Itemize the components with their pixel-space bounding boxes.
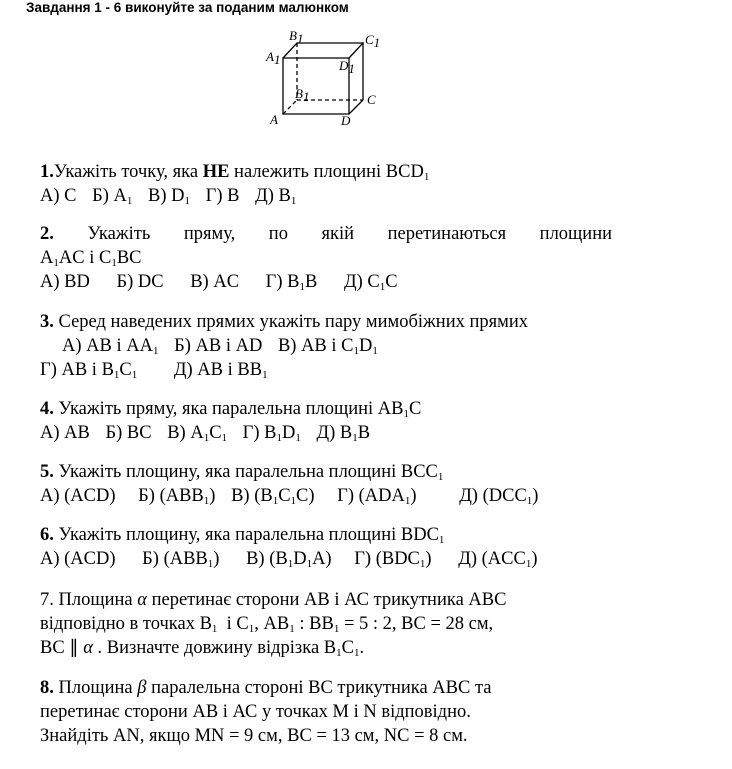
answer-2e[interactable]: Д) $C_1C$ [343, 272, 398, 293]
answer-2d[interactable]: Г) $B_1B$ [265, 272, 318, 293]
question-6-text: 6. Укажіть площину, яка паралельна площині $BDC_1$ [40, 525, 445, 546]
question-1 [40, 160, 612, 208]
answer-6e[interactable]: Д) $(ACC_1)$ [458, 549, 538, 570]
question-8-line3: Знайдіть AN, якщо MN = 9 см, ВС = 13 см, NC = 8 см. [40, 726, 468, 746]
answer-5d[interactable]: Г) $(ADA_1)$ [337, 486, 417, 507]
question-3 [40, 310, 612, 382]
question-3-answers-row1 [40, 334, 612, 358]
question-4-text: 4. Укажіть пряму, яка паралельна площині $AB_1C$ [40, 399, 422, 420]
question-7-line3: ВС ∥ α . Визначте довжину відрізка $В_1С_1$. [40, 638, 365, 659]
question-7-line1: 7. Площина α перетинає сторони АВ і АС трикутника АВС [40, 590, 507, 610]
question-4 [40, 397, 612, 445]
answer-1d[interactable]: Г) В [205, 186, 240, 206]
answer-1c[interactable]: В) $D_1$ [148, 186, 191, 207]
question-4-answers [40, 421, 612, 445]
answer-3a[interactable]: А) АВ і $АА_1$ [62, 336, 159, 357]
answer-6b[interactable]: Б) $(ABB_1)$ [142, 549, 220, 570]
answer-2b[interactable]: Б) DC [116, 272, 164, 292]
answer-1e[interactable]: Д) $В_1$ [255, 186, 297, 207]
question-8-line2: перетинає сторони АВ і АС у точках M і N відповідно. [40, 702, 471, 722]
question-8-line1: 8. Площина β паралельна стороні ВС трикутника АВС та [40, 678, 492, 698]
answer-6a[interactable]: А) (ACD) [40, 549, 116, 569]
question-3-answers-row2 [40, 358, 612, 382]
question-3-text: 3. Серед наведених прямих укажіть пару мимобіжних прямих [40, 312, 529, 332]
question-7-line2: відповідно в точках $В_1$ і $С_1$, $АВ_1$ : $ВВ_1 = 5$ : 2, ВС = 28 см, [40, 614, 494, 635]
answer-6c[interactable]: В) $(B_1D_1A)$ [246, 549, 332, 570]
answer-5c[interactable]: В) $(B_1C_1C)$ [231, 486, 315, 507]
answer-4e[interactable]: Д) $B_1B$ [316, 423, 371, 444]
question-6-answers [40, 547, 612, 571]
answer-3b[interactable]: Б) АВ і AD [174, 336, 263, 356]
question-2 [40, 222, 612, 294]
question-5-text: 5. Укажіть площину, яка паралельна площині $BCC_1$ [40, 462, 444, 483]
label-d1: D1 [339, 58, 355, 76]
answer-4c[interactable]: В) $A_1C_1$ [167, 423, 228, 444]
answer-5a[interactable]: А) (ACD) [40, 486, 116, 506]
question-2-answers [40, 270, 612, 294]
answer-1b[interactable]: Б) $А_1$ [92, 186, 133, 207]
question-5-answers [40, 484, 612, 508]
label-b1: B1 [289, 28, 304, 46]
label-a1: A1 [266, 49, 281, 67]
label-d: D [341, 113, 351, 128]
label-c: C [367, 92, 376, 107]
answer-4a[interactable]: А) AB [40, 423, 90, 443]
answer-5b[interactable]: Б) $(ABB_1)$ [138, 486, 216, 507]
cube-top-edges [283, 43, 363, 58]
question-7 [40, 588, 612, 660]
answer-4b[interactable]: Б) BC [105, 423, 152, 443]
answer-2a[interactable]: А) BD [40, 272, 90, 292]
question-1-text: 1.Укажіть точку, яка НЕ належить площині $BCD_1$ [40, 162, 430, 183]
label-b-inner: B1 [295, 86, 310, 104]
label-c1: C1 [365, 32, 381, 50]
question-1-answers [40, 184, 612, 208]
cube-hidden-edge-ab [283, 100, 297, 114]
label-a: A [270, 112, 278, 127]
answer-1a[interactable]: А) С [40, 186, 77, 206]
question-2-text-2: $A_1AC$ і $C_1BC$ [40, 248, 142, 269]
question-6 [40, 523, 612, 571]
answer-4d[interactable]: Г) $B_1D_1$ [242, 423, 301, 444]
question-8 [40, 676, 612, 748]
answer-3c[interactable]: В) АВ і $C_1D_1$ [277, 336, 378, 357]
answer-6d[interactable]: Г) $(BDC_1)$ [354, 549, 432, 570]
answer-3e[interactable]: Д) АВ і $BB_1$ [173, 360, 268, 381]
answer-2c[interactable]: В) AC [190, 272, 240, 292]
answer-5e[interactable]: Д) $(DCC_1)$ [459, 486, 539, 507]
question-5 [40, 460, 612, 508]
task-header: Завдання 1 - 6 виконуйте за поданим малюнком [26, 0, 349, 15]
answer-3d[interactable]: Г) АВ і $B_1C_1$ [40, 360, 138, 381]
question-2-text: 2. Укажіть пряму, по якій перетинаються площини [40, 224, 612, 244]
cube-edge-cd [349, 100, 363, 114]
cube-figure [255, 28, 395, 132]
